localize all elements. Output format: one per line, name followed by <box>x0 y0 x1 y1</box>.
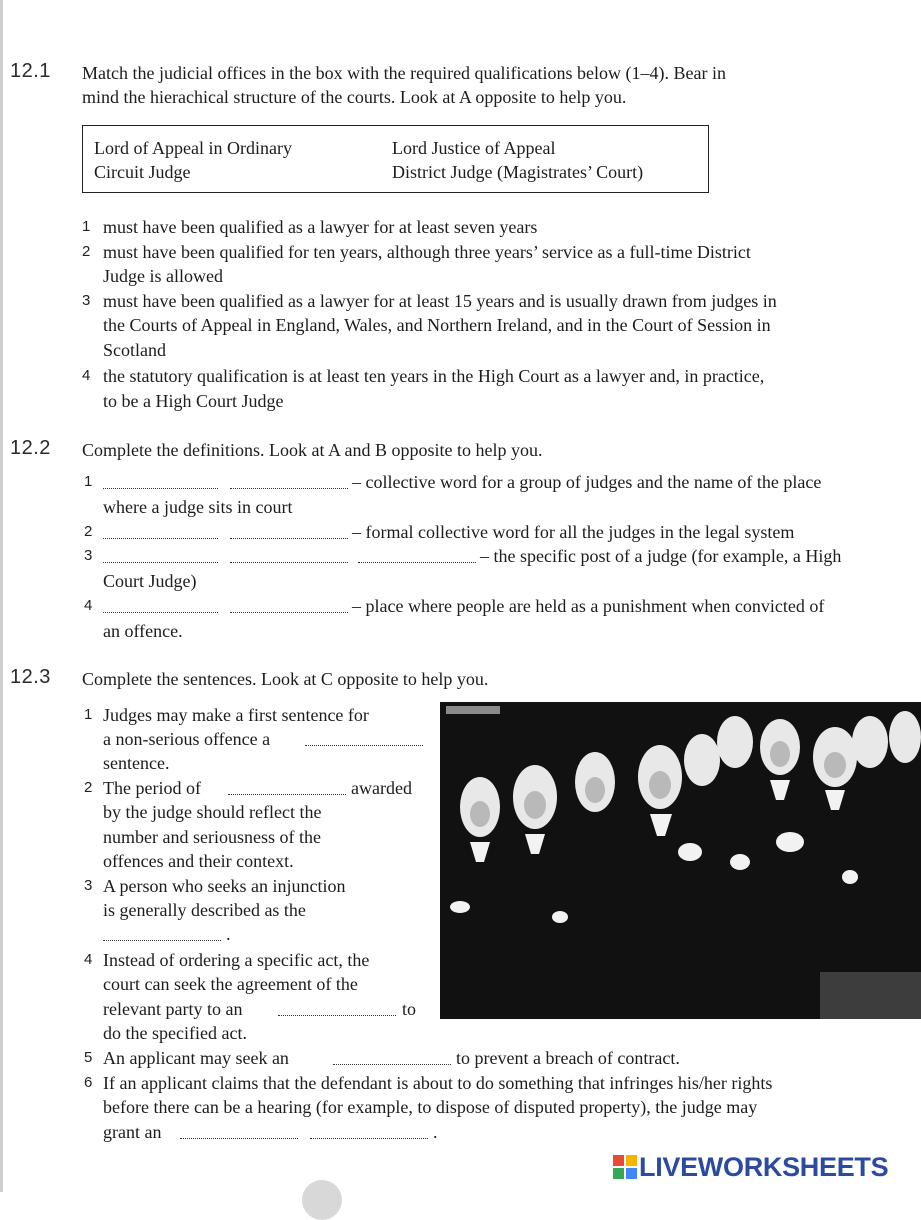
instruction-line: Complete the definitions. Look at A and B opposite to help you. <box>82 440 543 460</box>
definition-text: – collective word for a group of judges and the name of the place <box>352 472 822 492</box>
item-number: 5 <box>84 1049 93 1066</box>
item-number: 6 <box>84 1074 93 1091</box>
sentence-text: . <box>226 924 231 944</box>
sentence-text: offences and their context. <box>103 851 294 871</box>
sentence-text: Instead of ordering a specific act, the <box>103 950 370 970</box>
answer-blank[interactable] <box>228 780 346 795</box>
sentence-text: . <box>433 1122 438 1142</box>
answer-blank[interactable] <box>230 474 348 489</box>
box-item: Lord Justice of Appeal <box>392 138 556 158</box>
answer-blank[interactable] <box>333 1050 451 1065</box>
sentence-text: court can seek the agreement of the <box>103 974 358 994</box>
logo-grid-icon <box>613 1155 637 1179</box>
definition-text: Court Judge) <box>103 571 197 591</box>
qualification-text: must have been qualified as a lawyer for at least 15 years and is usually drawn from judges in <box>103 291 777 311</box>
item-number: 1 <box>82 218 91 235</box>
sentence-text: sentence. <box>103 753 170 773</box>
instruction-line: mind the hierachical structure of the courts. Look at A opposite to help you. <box>82 87 627 107</box>
answer-blank[interactable] <box>103 524 218 539</box>
answer-blank[interactable] <box>103 926 221 941</box>
instruction-line: Complete the sentences. Look at C opposite to help you. <box>82 669 489 689</box>
item-number: 3 <box>84 877 93 894</box>
judges-photo-drawing <box>440 702 921 1019</box>
answer-blank[interactable] <box>230 548 348 563</box>
definition-text: – the specific post of a judge (for example, a High <box>480 546 842 566</box>
sentence-text: The period of <box>103 778 201 798</box>
answer-blank[interactable] <box>305 731 423 746</box>
sentence-text: An applicant may seek an <box>103 1048 289 1068</box>
item-number: 2 <box>84 779 93 796</box>
sentence-text: is generally described as the <box>103 900 306 920</box>
sentence-text: before there can be a hearing (for example, to dispose of disputed property), the judge may <box>103 1097 758 1117</box>
item-number: 2 <box>84 523 93 540</box>
sentence-text: number and seriousness of the <box>103 827 321 847</box>
answer-blank[interactable] <box>230 598 348 613</box>
item-number: 3 <box>84 547 93 564</box>
logo-text: LIVEWORKSHEETS <box>639 1152 889 1182</box>
instruction-line: Match the judicial offices in the box with the required qualifications below (1–4). Bear in <box>82 63 726 83</box>
qualification-text: Judge is allowed <box>103 266 223 286</box>
definition-text: an offence. <box>103 621 183 641</box>
exercise-number-12-1: 12.1 <box>10 60 51 82</box>
answer-blank[interactable] <box>310 1124 428 1139</box>
sentence-text: a non-serious offence a <box>103 729 271 749</box>
sentence-text: by the judge should reflect the <box>103 802 322 822</box>
answer-blank[interactable] <box>278 1001 396 1016</box>
page-left-edge <box>0 0 3 1192</box>
sentence-text: Judges may make a first sentence for <box>103 705 369 725</box>
qualification-text: Scotland <box>103 340 166 360</box>
sentence-text: do the specified act. <box>103 1023 247 1043</box>
sentence-text: A person who seeks an injunction <box>103 876 346 896</box>
item-number: 4 <box>82 367 91 384</box>
answer-blank[interactable] <box>103 474 218 489</box>
qualification-text: must have been qualified as a lawyer for at least seven years <box>103 217 538 237</box>
item-number: 1 <box>84 706 93 723</box>
judges-photo <box>440 702 921 1019</box>
sentence-text: to <box>402 999 417 1019</box>
box-item: Circuit Judge <box>94 162 191 182</box>
box-item: Lord of Appeal in Ordinary <box>94 138 292 158</box>
item-number: 4 <box>84 951 93 968</box>
exercise-number-12-3: 12.3 <box>10 666 51 688</box>
answer-blank[interactable] <box>103 548 218 563</box>
item-number: 4 <box>84 597 93 614</box>
box-item: District Judge (Magistrates’ Court) <box>392 162 644 182</box>
definition-text: – formal collective word for all the judges in the legal system <box>352 522 795 542</box>
definition-text: where a judge sits in court <box>103 497 293 517</box>
sentence-text: relevant party to an <box>103 999 243 1019</box>
qualification-text: must have been qualified for ten years, although three years’ service as a full-time District <box>103 242 751 262</box>
qualification-text: the Courts of Appeal in England, Wales, and Northern Ireland, and in the Court of Session in <box>103 315 771 335</box>
answer-blank[interactable] <box>358 548 476 563</box>
liveworksheets-logo[interactable] <box>613 1152 888 1184</box>
page-ornament <box>302 1180 342 1220</box>
definition-text: – place where people are held as a punishment when convicted of <box>352 596 825 616</box>
qualification-text: to be a High Court Judge <box>103 391 284 411</box>
sentence-text: If an applicant claims that the defendant is about to do something that infringes his/her rights <box>103 1073 773 1093</box>
answer-blank[interactable] <box>103 598 218 613</box>
item-number: 3 <box>82 292 91 309</box>
item-number: 1 <box>84 473 93 490</box>
answer-blank[interactable] <box>180 1124 298 1139</box>
sentence-text: grant an <box>103 1122 162 1142</box>
sentence-text: to prevent a breach of contract. <box>456 1048 680 1068</box>
qualification-text: the statutory qualification is at least ten years in the High Court as a lawyer and, in practice, <box>103 366 765 386</box>
exercise-number-12-2: 12.2 <box>10 437 51 459</box>
answer-blank[interactable] <box>230 524 348 539</box>
item-number: 2 <box>82 243 91 260</box>
sentence-text: awarded <box>351 778 412 798</box>
